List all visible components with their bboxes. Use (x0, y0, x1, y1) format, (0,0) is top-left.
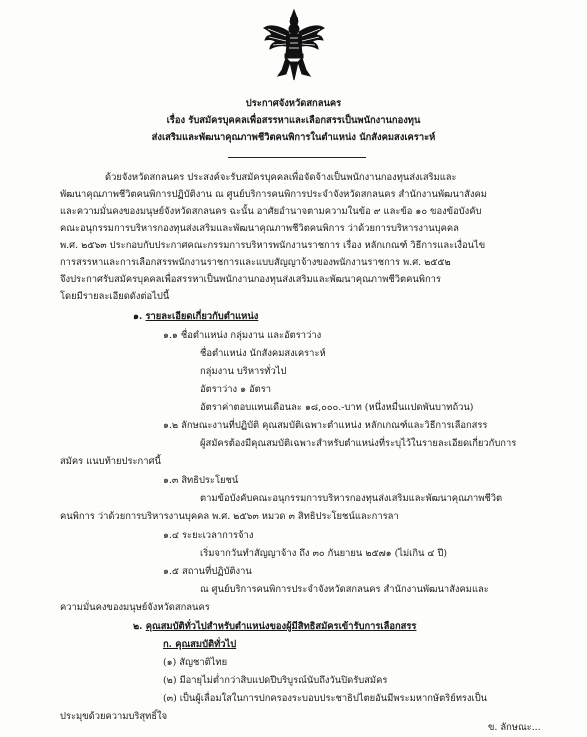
garuda-emblem-icon (262, 8, 326, 82)
document-subject-line2: ส่งเสริมและพัฒนาคุณภาพชีวิตคนพิการในตำแหน่ง นักสังคมสงเคราะห์ (151, 132, 436, 143)
intro-line: พัฒนาคุณภาพชีวิตคนพิการปฏิบัติงาน ณ ศูนย์บริการคนพิการประจำจังหวัดสกลนคร สำนักงานพัฒนาสังคม (60, 189, 487, 200)
subsection-1-4-label: ๑.๔ ระยะเวลาการจ้าง (163, 530, 254, 541)
document-title: ประกาศจังหวัดสกลนคร (245, 98, 342, 109)
position-vacancy: อัตราว่าง ๑ อัตรา (200, 384, 272, 395)
subsection-a-label: ก. คุณสมบัติทั่วไป (163, 639, 237, 650)
subsection-1-3-text: ตามข้อบังคับคณะอนุกรรมการบริหารกองทุนส่งเสริมและพัฒนาคุณภาพชีวิต (200, 493, 503, 504)
intro-line: การสรรหาและการเลือกสรรพนักงานราชการและแบบสัญญาจ้างของพนักงานราชการ พ.ศ. ๒๕๕๒ (60, 257, 451, 268)
subsection-1-5-label: ๑.๕ สถานที่ปฏิบัติงาน (163, 566, 252, 577)
qualification-item: (๓) เป็นผู้เลื่อมใสในการปกครองระบอบประชาธิปไตยอันมีพระมหากษัตริย์ทรงเป็น (163, 693, 488, 704)
subsection-1-3-label: ๑.๓ สิทธิประโยชน์ (163, 475, 239, 486)
intro-line: จึงประกาศรับสมัครบุคคลเพื่อสรรหาเป็นพนักงานกองทุนส่งเสริมและพัฒนาคุณภาพชีวิตคนพิการ (60, 274, 441, 285)
position-salary: อัตราค่าตอบแทนเดือนละ ๑๘,๐๐๐.-บาท (หนึ่งหมื่นแปดพันบาทถ้วน) (200, 402, 474, 413)
document-subject: เรื่อง รับสมัครบุคคลเพื่อสรรหาและเลือกสรรเป็นพนักงานกองทุน (166, 115, 421, 126)
continued-marker: ข. ลักษณะ... (488, 722, 541, 733)
subsection-1-2-text: ผู้สมัครต้องมีคุณสมบัติเฉพาะสำหรับตำแหน่งที่ระบุไว้ในรายละเอียดเกี่ยวกับการ (200, 438, 517, 449)
qualification-item-continued: ประมุขด้วยความบริสุทธิ์ใจ (60, 711, 168, 722)
intro-line: ด้วยจังหวัดสกลนคร ประสงค์จะรับสมัครบุคคลเพื่อจัดจ้างเป็นพนักงานกองทุนส่งเสริมและ (105, 172, 457, 183)
section-1-heading (133, 311, 258, 323)
title-divider (228, 157, 366, 158)
subsection-1-3-text: คนพิการ ว่าด้วยการบริหารงานบุคคล พ.ศ. ๒๕๖๓ หมวด ๓ สิทธิประโยชน์และการลา (60, 511, 399, 522)
subsection-1-5-text: ความมั่นคงของมนุษย์จังหวัดสกลนคร (60, 602, 210, 613)
intro-line: พ.ศ. ๒๕๖๓ ประกอบกับประกาศคณะกรรมการบริหารพนักงานราชการ เรื่อง หลักเกณฑ์ วิธีการและเงื่อนไข (60, 240, 486, 251)
qualification-item: (๑) สัญชาติไทย (163, 657, 228, 668)
subsection-1-2-text: สมัคร แนบท้ายประกาศนี้ (60, 456, 161, 467)
subsection-1-1-label: ๑.๑ ชื่อตำแหน่ง กลุ่มงาน และอัตราว่าง (163, 330, 322, 341)
position-name: ชื่อตำแหน่ง นักสังคมสงเคราะห์ (200, 348, 326, 359)
section-title: รายละเอียดเกี่ยวกับตำแหน่ง (145, 311, 259, 322)
subsection-1-4-text: เริ่มจากวันทำสัญญาจ้าง ถึง ๓๐ กันยายน ๒๕๗๑ (ไม่เกิน ๔ ปี) (200, 548, 448, 559)
intro-line: โดยมีรายละเอียดดังต่อไปนี้ (60, 291, 170, 302)
position-group: กลุ่มงาน บริหารทั่วไป (200, 366, 287, 377)
subsection-1-5-text: ณ ศูนย์บริการคนพิการประจำจังหวัดสกลนคร สำนักงานพัฒนาสังคมและ (200, 584, 489, 595)
intro-line: และความมั่นคงของมนุษย์จังหวัดสกลนคร ฉะนั้น อาศัยอำนาจตามความในข้อ ๙ และข้อ ๑๐ ของข้อบังคับ (60, 206, 482, 217)
section-2-heading (133, 621, 416, 633)
qualification-item: (๒) มีอายุไม่ต่ำกว่าสิบแปดปีบริบูรณ์นับถึงวันปิดรับสมัคร (163, 675, 388, 686)
section-number: ๑. (133, 311, 143, 322)
subsection-1-2-label: ๑.๒ ลักษณะงานที่ปฏิบัติ คุณสมบัติเฉพาะตำแหน่ง หลักเกณฑ์และวิธีการเลือกสรร (163, 420, 488, 431)
section-title: คุณสมบัติทั่วไปสำหรับตำแหน่งของผู้มีสิทธิสมัครเข้ารับการเลือกสรร (145, 621, 417, 632)
section-number: ๒. (133, 621, 143, 632)
intro-line: คณะอนุกรรมการบริหารกองทุนส่งเสริมและพัฒนาคุณภาพชีวิตคนพิการ ว่าด้วยการบริหารงานบุคคล (60, 223, 459, 234)
